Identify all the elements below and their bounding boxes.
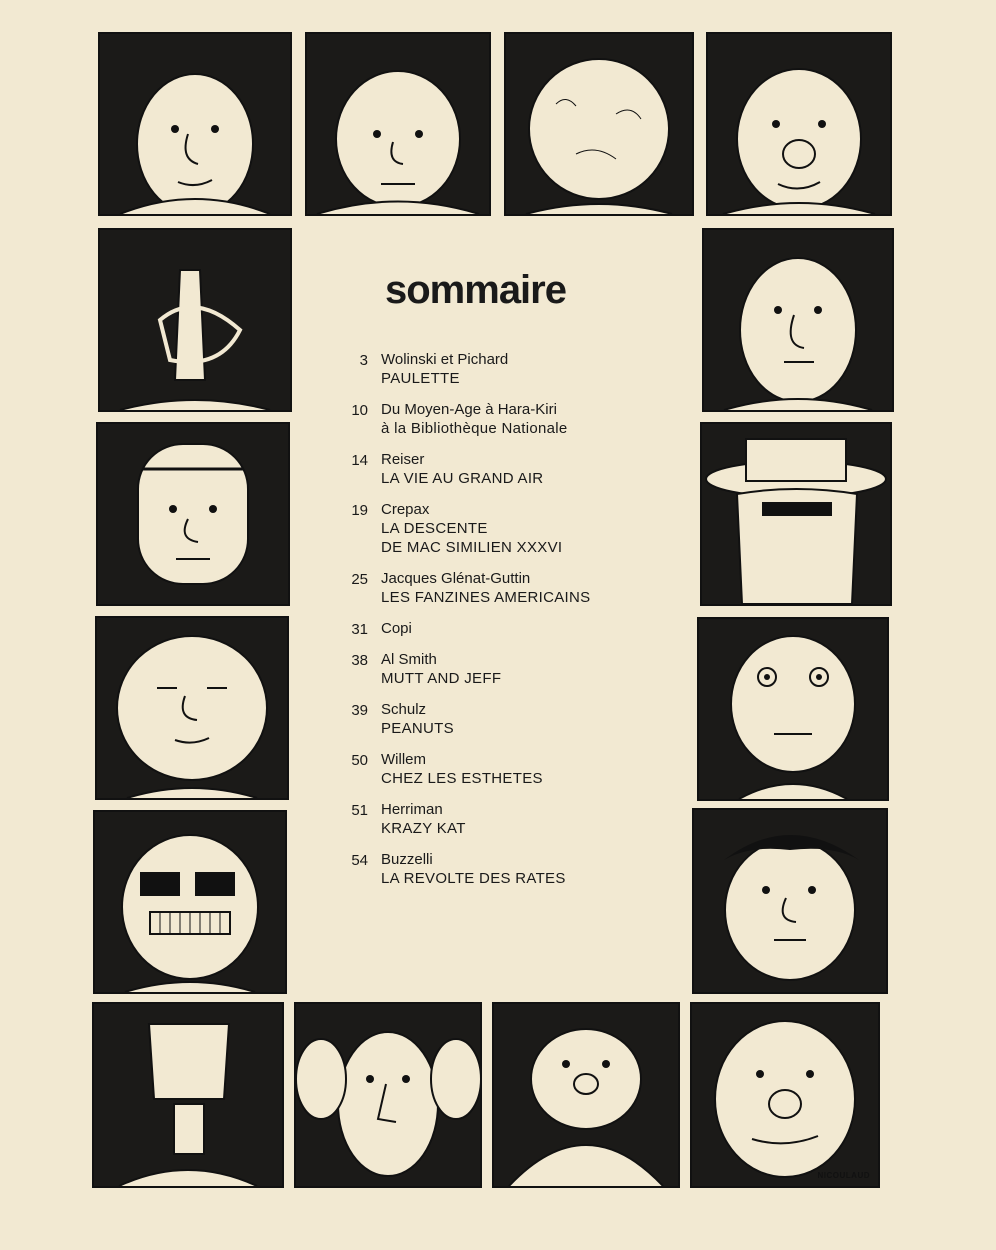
portrait-illustration (95, 616, 289, 800)
toc-entry (330, 400, 670, 438)
toc-title: DE MAC SIMILIEN XXXVI (381, 539, 563, 556)
toc-author: Schulz (381, 701, 427, 718)
toc-entry (330, 650, 670, 688)
toc-author: Jacques Glénat-Guttin (381, 570, 531, 587)
portrait-illustration (702, 228, 894, 412)
toc-author: Crepax (381, 501, 430, 518)
toc-page-number: 14 (351, 452, 368, 469)
toc-entry (330, 450, 670, 488)
toc-entry (330, 569, 670, 607)
portrait-illustration (697, 617, 889, 801)
portrait-illustration (98, 228, 292, 412)
portrait-illustration (98, 32, 292, 216)
toc-title: CHEZ LES ESTHETES (381, 770, 543, 787)
toc-page-number: 3 (359, 352, 368, 369)
toc-author: Willem (381, 751, 426, 768)
toc-page-number: 31 (351, 621, 368, 638)
toc-page-number: 38 (351, 652, 368, 669)
toc-page-number: 25 (351, 571, 368, 588)
toc-entry (330, 850, 670, 888)
toc-entry (330, 750, 670, 788)
toc-page-number: 51 (351, 802, 368, 819)
toc-author: Copi (381, 620, 412, 637)
portrait-illustration (692, 808, 888, 994)
toc-title: PAULETTE (381, 370, 460, 387)
toc-author: Reiser (381, 451, 425, 468)
portrait-illustration (96, 422, 290, 606)
portrait-illustration (706, 32, 892, 216)
toc-entry (330, 350, 670, 388)
toc-author: Buzzelli (381, 851, 433, 868)
toc-page-number: 10 (351, 402, 368, 419)
toc-title: PEANUTS (381, 720, 454, 737)
page-title: sommaire (385, 268, 566, 312)
toc-author: Du Moyen-Age à Hara-Kiri (381, 401, 557, 418)
portrait-illustration (700, 422, 892, 606)
table-of-contents (330, 350, 670, 900)
toc-title: à la Bibliothèque Nationale (381, 420, 568, 437)
toc-entry (330, 700, 670, 738)
toc-author: Al Smith (381, 651, 437, 668)
portrait-illustration (690, 1002, 880, 1188)
portrait-illustration (504, 32, 694, 216)
portrait-illustration (294, 1002, 482, 1188)
toc-title: LA DESCENTE (381, 520, 488, 537)
toc-entry (330, 619, 670, 638)
toc-title: LA VIE AU GRAND AIR (381, 470, 544, 487)
toc-author: Wolinski et Pichard (381, 351, 509, 368)
portrait-illustration (305, 32, 491, 216)
toc-page-number: 54 (351, 852, 368, 869)
portrait-illustration (93, 810, 287, 994)
toc-page-number: 19 (351, 502, 368, 519)
portrait-illustration (492, 1002, 680, 1188)
toc-author: Herriman (381, 801, 443, 818)
toc-title: KRAZY KAT (381, 820, 466, 837)
toc-title: LA REVOLTE DES RATES (381, 870, 566, 887)
toc-page-number: 39 (351, 702, 368, 719)
artist-signature: NICOULAUD (817, 1171, 870, 1180)
portrait-illustration (92, 1002, 284, 1188)
toc-title: LES FANZINES AMERICAINS (381, 589, 591, 606)
toc-entry (330, 500, 670, 557)
toc-page-number: 50 (351, 752, 368, 769)
toc-title: MUTT AND JEFF (381, 670, 502, 687)
toc-entry (330, 800, 670, 838)
